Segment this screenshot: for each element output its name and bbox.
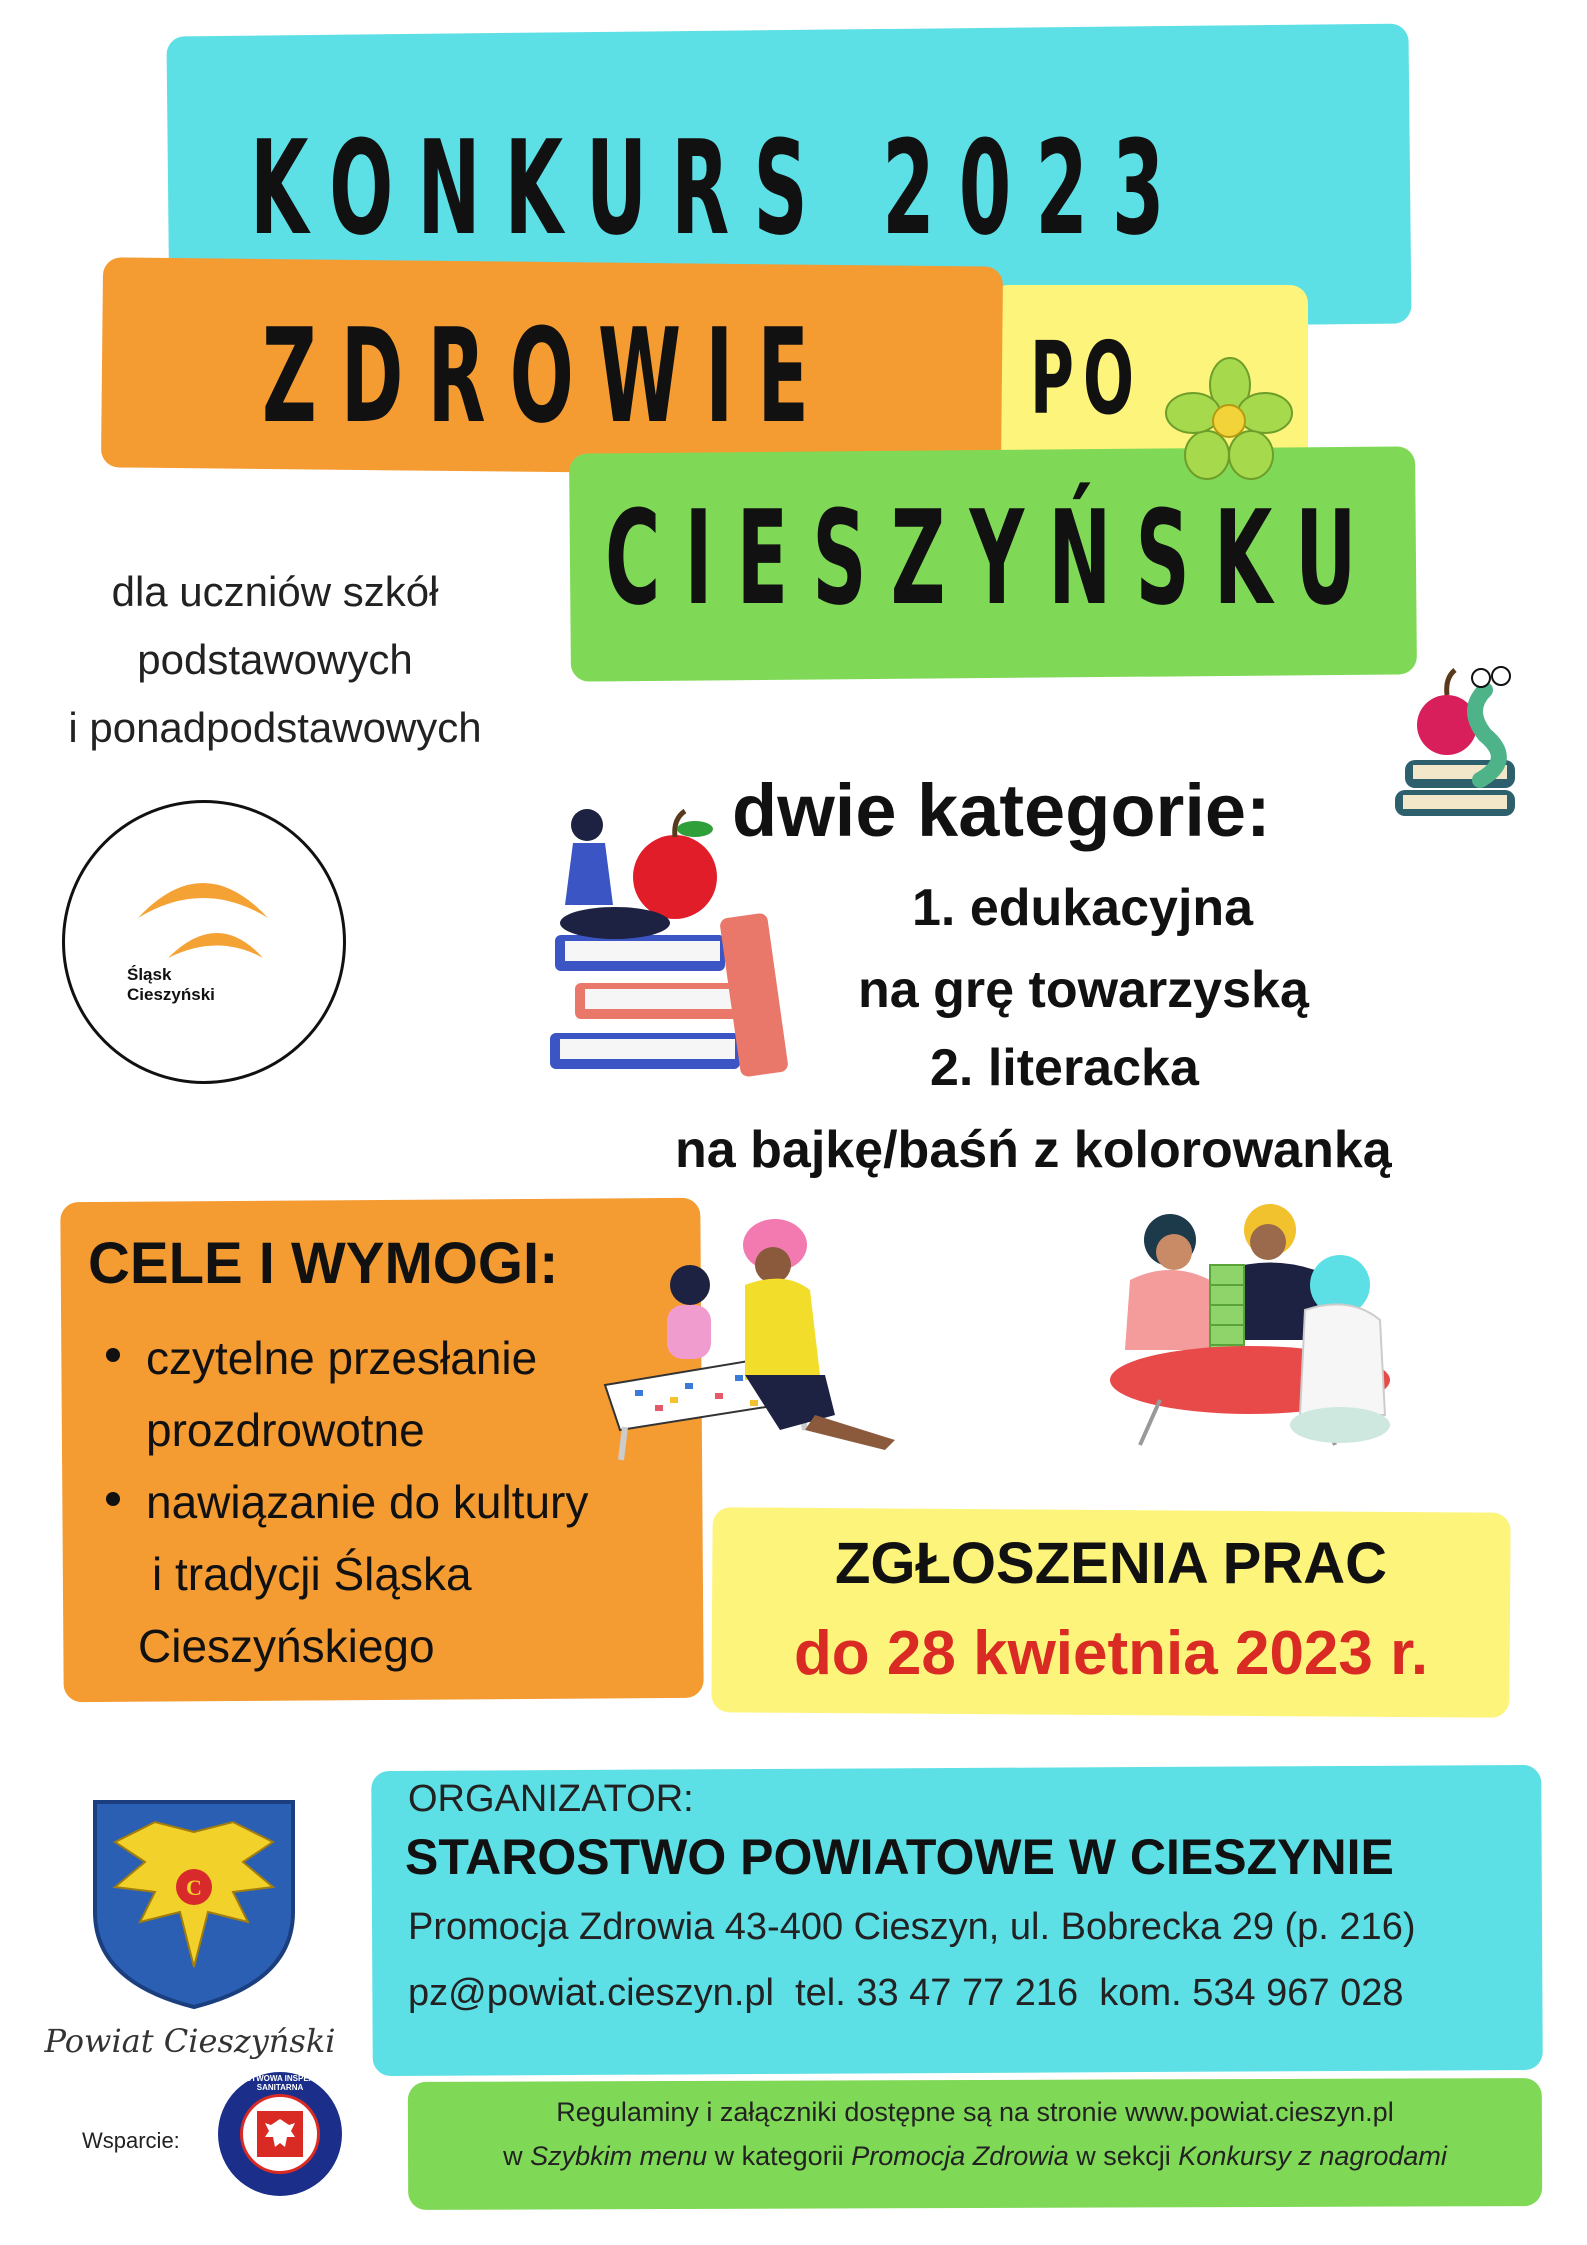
sanepid-inner [240,2094,320,2174]
goal-item-1-line-2: prozdrowotne [146,1404,425,1456]
deadline-label: ZGŁOSZENIA PRAC [834,1531,1388,1596]
audience-line-1: dla uczniów szkół [111,568,439,615]
footer-section-text: Konkursy z nagrodami [1178,2141,1447,2171]
support-label: Wsparcie: [82,2128,180,2153]
audience-text [30,558,520,762]
footer-text [408,2090,1542,2178]
footer-mid2-text: w sekcji [1068,2141,1179,2171]
goal-item-2-line-2: i tradycji Śląska [152,1548,472,1600]
footer-line-2 [408,2134,1542,2178]
organizer-address: Promocja Zdrowia 43-400 Cieszyn, ul. Bobrecka 29 (p. 216) [408,1906,1416,1948]
title-line-2a: ZDROWIE [262,300,834,452]
title-line-1: KONKURS 2023 [250,112,1189,264]
slask-cieszynski-logo [62,800,346,1084]
goals-heading: CELE I WYMOGI: [88,1231,559,1296]
puzzle-family-illustration [595,1215,905,1465]
goal-item-2-line-3: Cieszyńskiego [138,1620,435,1672]
svg-text:C: C [186,1875,202,1900]
categories-heading: dwie kategorie: [732,769,1271,852]
category-1-desc: na grę towarzyską [858,961,1309,1019]
books-worm-illustration [1385,640,1535,840]
reading-girl-illustration [545,805,835,1080]
organizer-name: STAROSTWO POWIATOWE W CIESZYNIE [405,1829,1394,1885]
flower-icon [1165,355,1295,485]
title-line-2b: PO [1030,320,1143,437]
audience-line-3: i ponadpodstawowych [68,704,482,751]
goal-item-1-line-1: czytelne przesłanie [146,1332,538,1384]
goal-item-2 [88,1466,588,1682]
footer-category-text: Promocja Zdrowia [851,2141,1069,2171]
slask-logo-line-1: Śląsk [127,965,172,984]
audience-line-2: podstawowych [137,636,413,683]
sanepid-logo [218,2072,342,2196]
goals-list [88,1322,588,1682]
title-line-3: CIESZYŃSKU [605,482,1381,634]
organizer-contact: pz@powiat.cieszyn.pl tel. 33 47 77 216 kom. 534 967 028 [408,1972,1404,2014]
eagle-icon [257,2111,303,2157]
sanepid-text: PAŃSTWOWA INSPEKCJA SANITARNA [229,2074,331,2092]
category-1-title: 1. edukacyjna [912,879,1254,937]
mountain-logo-icon [133,858,273,968]
slask-logo-text [127,965,215,1005]
footer-line-1: Regulaminy i załączniki dostępne są na stronie www.powiat.cieszyn.pl [556,2097,1394,2127]
category-2-desc: na bajkę/baśń z kolorowanką [675,1121,1392,1179]
footer-mid-text: w kategorii [707,2141,852,2171]
footer-w: w [503,2141,531,2171]
slask-logo-line-2: Cieszyński [127,985,215,1004]
powiat-crest-icon [85,1792,303,2012]
category-2-title: 2. literacka [930,1039,1199,1097]
organizer-label: ORGANIZATOR: [408,1778,694,1820]
goal-item-2-line-1: nawiązanie do kultury [146,1476,589,1528]
goal-item-1 [88,1322,588,1466]
deadline-date: do 28 kwietnia 2023 r. [793,1619,1429,1688]
game-friends-illustration [1100,1200,1390,1450]
powiat-caption: Powiat Cieszyński [44,2022,336,2060]
footer-menu-text: Szybkim menu [530,2141,708,2171]
